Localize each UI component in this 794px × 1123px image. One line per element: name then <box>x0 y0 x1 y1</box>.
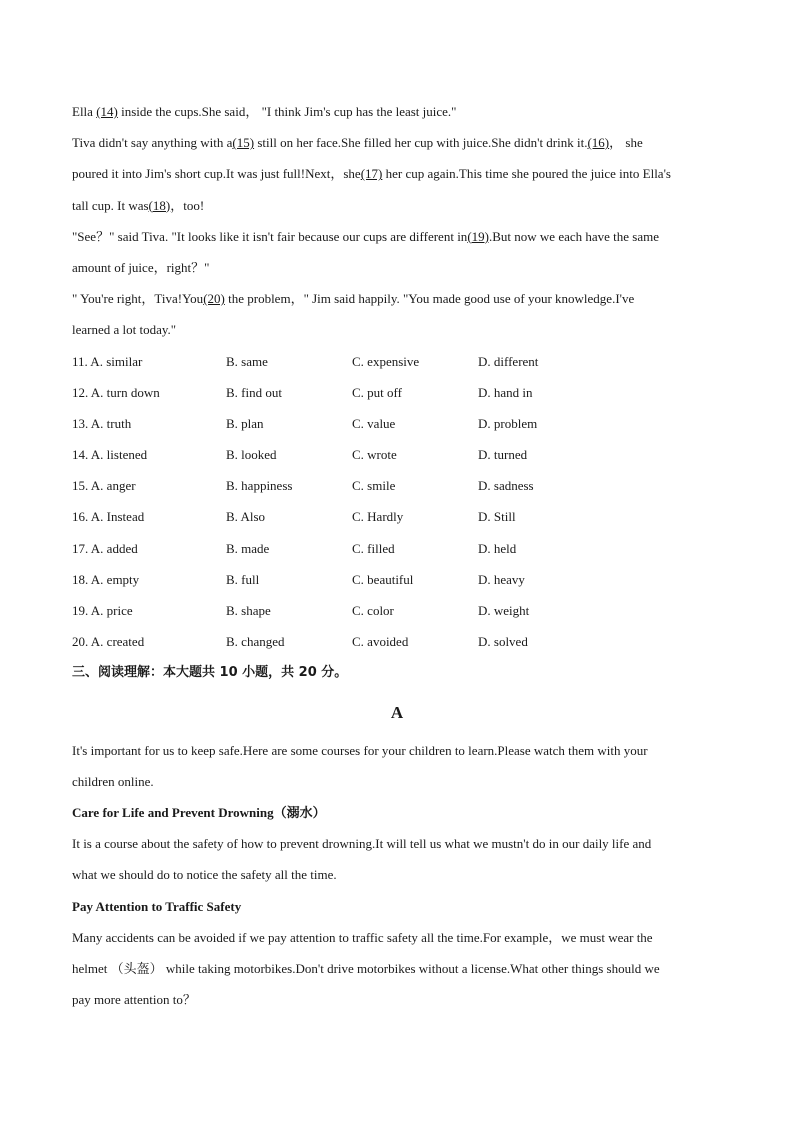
option-c: C. avoided <box>352 634 409 650</box>
option-a: 16. A. Instead <box>72 509 145 525</box>
option-d: D. turned <box>478 447 528 463</box>
option-c: C. expensive <box>352 353 420 369</box>
option-c: C. put off <box>352 384 402 400</box>
option-a: 11. A. similar <box>72 353 143 369</box>
passage-text: tall cup. It was <box>72 197 149 213</box>
option-b: B. Also <box>226 509 266 525</box>
option-c: C. value <box>352 415 396 431</box>
passage-text: ， she <box>609 135 643 151</box>
question-row <box>72 470 722 501</box>
option-a: 15. A. anger <box>72 478 136 494</box>
option-d: D. sadness <box>478 478 534 494</box>
question-row <box>72 346 722 377</box>
question-row <box>72 533 722 564</box>
question-row <box>72 595 722 626</box>
option-b: B. looked <box>226 447 277 463</box>
section-heading: 三、阅读理解：本大题共 10 小题，共 20 分。 <box>72 665 348 681</box>
option-c: C. wrote <box>352 447 397 463</box>
course-description-traffic <box>72 922 722 1016</box>
passage-text: Ella <box>72 104 97 119</box>
part-letter: A <box>390 702 404 722</box>
blank-number: (18) <box>148 197 171 213</box>
option-b: B. changed <box>226 634 285 650</box>
option-c: C. beautiful <box>352 571 414 587</box>
option-d: D. weight <box>478 603 530 618</box>
course-title-traffic: Pay Attention to Traffic Safety <box>72 898 242 914</box>
passage-text: learned a lot today." <box>72 322 177 338</box>
option-c: C. Hardly <box>352 509 404 525</box>
document-page <box>72 96 722 1015</box>
passage-line <box>72 221 722 252</box>
option-d: D. heavy <box>478 571 525 587</box>
blank-number: (20) <box>203 291 225 307</box>
option-b: B. full <box>226 571 260 587</box>
option-c: C. color <box>352 603 394 618</box>
passage-text: ，too! <box>170 197 205 213</box>
passage-text: still on her face.She filled her cup with juice.She didn't drink it. <box>254 135 588 151</box>
passage-line <box>72 96 722 127</box>
course-description-drowning <box>72 828 722 890</box>
blank-number: (15) <box>232 135 255 151</box>
option-b: B. plan <box>226 415 264 431</box>
option-d: D. problem <box>478 415 538 431</box>
option-b: B. same <box>226 353 268 369</box>
option-b: B. made <box>226 540 270 556</box>
course-line: helmet （头盔） while taking motorbikes.Don't drive motorbikes without a license.What other things should we <box>72 960 660 976</box>
option-c: C. filled <box>352 540 395 556</box>
passage-text: " You're right，Tiva!You <box>72 291 204 307</box>
option-b: B. find out <box>226 384 282 400</box>
course-line: pay more attention to？ <box>72 992 196 1008</box>
option-b: B. shape <box>226 603 271 618</box>
course-line: what we should do to notice the safety all the time. <box>72 867 337 883</box>
passage-text: amount of juice，right？" <box>72 259 210 275</box>
option-d: D. solved <box>478 634 528 650</box>
passage-line <box>72 252 722 283</box>
question-row <box>72 501 722 532</box>
passage-text: .But now we each have the same <box>488 228 660 244</box>
option-c: C. smile <box>352 478 396 494</box>
cloze-passage <box>72 96 722 346</box>
passage-text: Tiva didn't say anything with a <box>72 135 233 151</box>
option-a: 20. A. created <box>72 634 145 650</box>
question-row <box>72 564 722 595</box>
question-row <box>72 439 722 470</box>
option-a: 19. A. price <box>72 603 133 618</box>
question-row <box>72 408 722 439</box>
passage-text: "See？" said Tiva. "It looks like it isn't fair because our cups are different in <box>72 228 468 244</box>
option-d: D. hand in <box>478 384 533 400</box>
course-line: It is a course about the safety of how to prevent drowning.It will tell us what we mustn't do in our daily life and <box>72 836 652 852</box>
passage-text: the problem，" Jim said happily. "You made good use of your knowledge.I've <box>224 291 635 307</box>
question-row <box>72 626 722 657</box>
passage-line <box>72 190 722 221</box>
option-d: D. held <box>478 540 517 556</box>
option-a: 13. A. truth <box>72 415 132 431</box>
intro-line: It's important for us to keep safe.Here are some courses for your children to learn.Please watch them with your <box>72 742 648 758</box>
question-row <box>72 377 722 408</box>
option-a: 18. A. empty <box>72 571 140 587</box>
option-d: D. different <box>478 353 539 369</box>
passage-text: her cup again.This time she poured the juice into Ella's <box>382 166 671 182</box>
passage-text: poured it into Jim's short cup.It was just full!Next，she <box>72 166 361 182</box>
passage-line <box>72 314 722 345</box>
passage-line <box>72 283 722 314</box>
intro-line: children online. <box>72 773 154 789</box>
option-a: 17. A. added <box>72 540 138 556</box>
course-line: Many accidents can be avoided if we pay attention to traffic safety all the time.For example，we must wear the <box>72 929 653 945</box>
option-b: B. happiness <box>226 478 293 494</box>
passage-line <box>72 158 722 189</box>
question-options <box>72 346 722 658</box>
option-a: 12. A. turn down <box>72 384 160 400</box>
course-title-drowning: Care for Life and Prevent Drowning（溺水） <box>72 804 326 820</box>
option-d: D. Still <box>478 509 516 525</box>
passage-text: inside the cups.She said， "I think Jim's cup has the least juice." <box>117 104 457 119</box>
blank-number: (16) <box>587 135 610 151</box>
passage-line <box>72 127 722 158</box>
blank-number: (14) <box>96 104 118 119</box>
blank-number: (19) <box>467 228 489 244</box>
reading-intro <box>72 735 722 797</box>
option-a: 14. A. listened <box>72 447 148 463</box>
blank-number: (17) <box>360 166 383 182</box>
